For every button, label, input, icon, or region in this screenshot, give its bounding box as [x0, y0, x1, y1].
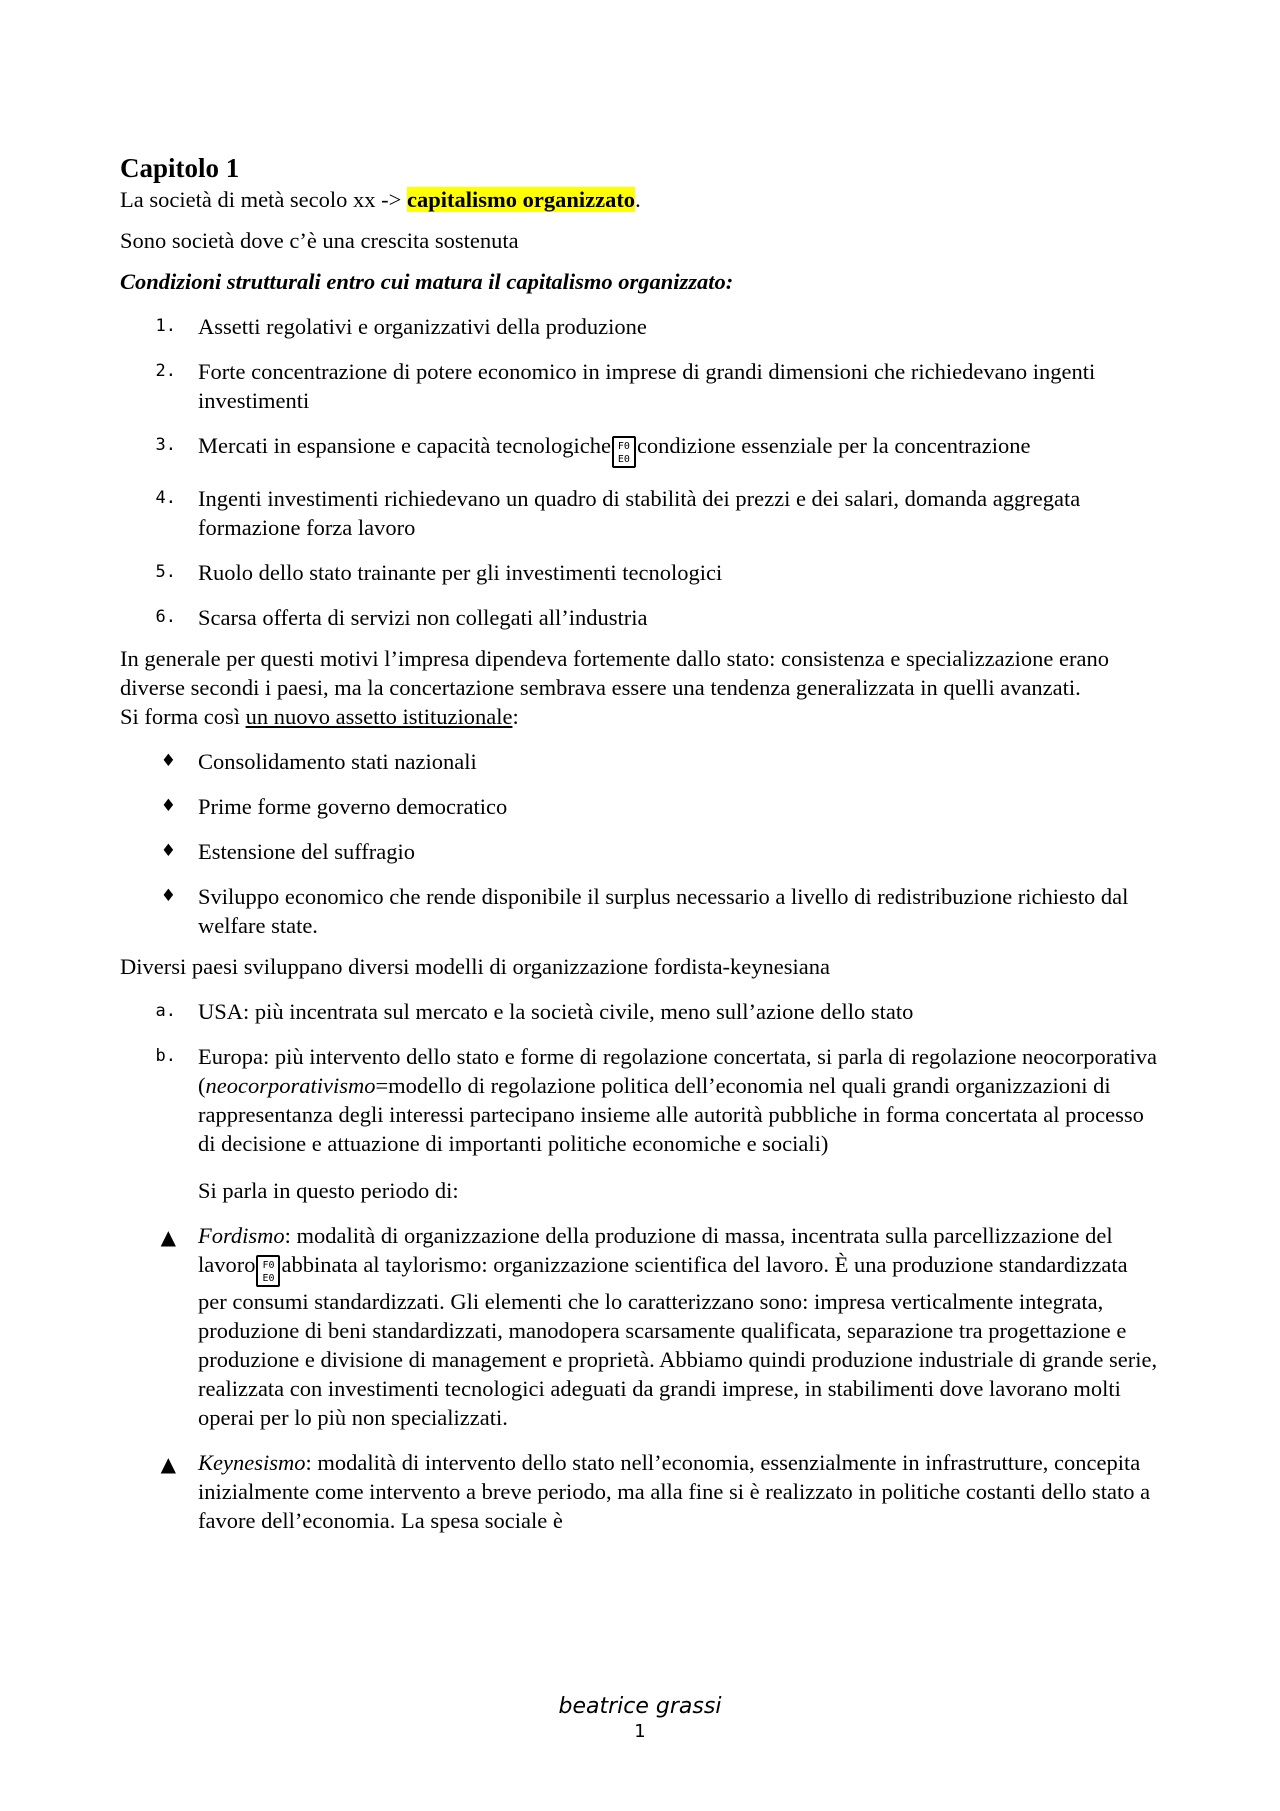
intro-prefix: La società di metà secolo xx ->	[120, 187, 407, 212]
list-item	[120, 997, 1160, 1026]
intro-line	[120, 185, 1160, 214]
list-item-text: =modello di regolazione politica dell’economia nel quali grandi organizzazioni di rappresentanza degli interessi partecipano insieme alle autorità pubbliche in forma concertata al processo di decisione e attuazione di importanti politiche economiche e sociali)	[198, 1073, 1144, 1156]
list-item	[120, 747, 1160, 776]
triangle-bullet-icon: ▲	[160, 1452, 176, 1476]
footer-author: beatrice grassi	[558, 1694, 722, 1719]
list-item	[120, 1042, 1160, 1158]
list-item-text: Europa: più intervento dello stato e forme di regolazione concertata, si parla di regolazione neocorporativa (	[198, 1044, 1157, 1098]
highlighted-term: capitalismo organizzato	[406, 187, 636, 212]
list-item-text: USA: più incentrata sul mercato e la società civile, meno sull’azione dello stato	[198, 999, 914, 1024]
underlined-phrase: un nuovo assetto istituzionale	[245, 704, 513, 729]
conditions-list	[120, 312, 1160, 632]
list-number: 3.	[155, 435, 176, 455]
list-item-text: Scarsa offerta di servizi non collegati all’industria	[198, 605, 648, 630]
assetto-suffix: :	[512, 704, 519, 729]
list-item-text: : modalità di intervento dello stato nell’economia, essenzialmente in infrastrutture, concepita inizialmente come intervento a breve periodo, ma alla fine si è realizzato in politiche costanti dello stato a favore dell’economia. La spesa sociale è	[198, 1450, 1151, 1533]
document-page	[120, 151, 1160, 1535]
period-intro: Si parla in questo periodo di:	[198, 1178, 459, 1203]
period-list	[120, 1221, 1160, 1535]
intro-suffix: .	[635, 187, 641, 212]
list-letter: b.	[155, 1046, 176, 1066]
list-item	[120, 558, 1160, 587]
diamond-bullet-icon: ♦	[160, 751, 176, 771]
list-number: 4.	[155, 488, 176, 508]
list-number: 1.	[155, 316, 176, 336]
conditions-title: Condizioni strutturali entro cui matura il capitalismo organizzato:	[120, 269, 734, 294]
list-item-text: Ingenti investimenti richiedevano un quadro di stabilità dei prezzi e dei salari, domanda aggregata formazione forza lavoro	[198, 486, 1081, 540]
missing-glyph-icon: F0 E0	[256, 1255, 280, 1287]
list-item	[120, 1221, 1160, 1432]
italic-term: neocorporativismo	[205, 1073, 376, 1098]
models-list	[120, 997, 1160, 1158]
assetto-list	[120, 747, 1160, 940]
chapter-heading: Capitolo 1	[120, 153, 240, 183]
list-letter: a.	[155, 1001, 176, 1021]
list-item-text: abbinata al taylorismo: organizzazione scientifica del lavoro. È una produzione standardizzata per consumi standardizzati. Gli elementi che lo caratterizzano sono: impresa verticalmente integrata, produzione di beni standardizzati, manodopera scarsamente qualificata, separazione tra progettazione e produzione e divisione di management e proprietà. Abbiamo quindi produzione industriale di grande serie, realizzata con investimenti tecnologici adeguati da grandi imprese, in stabilimenti dove lavorano molti operai per lo più non specializzati.	[198, 1252, 1158, 1430]
list-item-text: Sviluppo economico che rende disponibile il surplus necessario a livello di redistribuzione richiesto dal welfare state.	[198, 884, 1129, 938]
list-number: 6.	[155, 607, 176, 627]
list-item	[120, 603, 1160, 632]
general-paragraph: In generale per questi motivi l’impresa dipendeva fortemente dallo stato: consistenza e specializzazione erano diverse secondi i paesi, ma la concertazione sembrava essere una tendenza generalizzata in quelli avanzati.	[120, 646, 1109, 700]
list-item-text: Estensione del suffragio	[198, 839, 416, 864]
italic-term: Fordismo	[198, 1223, 285, 1248]
models-intro: Diversi paesi sviluppano diversi modelli di organizzazione fordista-keynesiana	[120, 954, 831, 979]
missing-glyph-icon: F0 E0	[612, 436, 636, 468]
list-item	[120, 792, 1160, 821]
diamond-bullet-icon: ♦	[160, 886, 176, 906]
list-item-text: Assetti regolativi e organizzativi della produzione	[198, 314, 647, 339]
list-item	[120, 431, 1160, 468]
diamond-bullet-icon: ♦	[160, 796, 176, 816]
list-item-text: condizione essenziale per la concentrazione	[636, 433, 1031, 458]
list-item-text: Prime forme governo democratico	[198, 794, 508, 819]
list-item	[120, 484, 1160, 542]
triangle-bullet-icon: ▲	[160, 1225, 176, 1249]
list-item	[120, 882, 1160, 940]
list-item	[120, 312, 1160, 341]
list-number: 5.	[155, 562, 176, 582]
assetto-line	[120, 702, 1160, 731]
list-item	[120, 357, 1160, 415]
diamond-bullet-icon: ♦	[160, 841, 176, 861]
list-item-text: Forte concentrazione di potere economico in imprese di grandi dimensioni che richiedevano ingenti investimenti	[198, 359, 1096, 413]
list-item-text: Consolidamento stati nazionali	[198, 749, 477, 774]
assetto-prefix: Si forma così	[120, 704, 246, 729]
sustained-growth-line: Sono società dove c’è una crescita sostenuta	[120, 228, 519, 253]
list-item-text: : modalità di organizzazione della produzione di massa, incentrata sulla parcellizzazione del lavoro	[198, 1223, 1113, 1277]
list-number: 2.	[155, 361, 176, 381]
italic-term: Keynesismo	[198, 1450, 306, 1475]
page-number: 1	[634, 1721, 646, 1742]
list-item-text: Mercati in espansione e capacità tecnologiche	[198, 433, 611, 458]
list-item	[120, 837, 1160, 866]
list-item	[120, 1448, 1160, 1535]
page-footer	[0, 1693, 1280, 1743]
list-item-text: Ruolo dello stato trainante per gli investimenti tecnologici	[198, 560, 723, 585]
